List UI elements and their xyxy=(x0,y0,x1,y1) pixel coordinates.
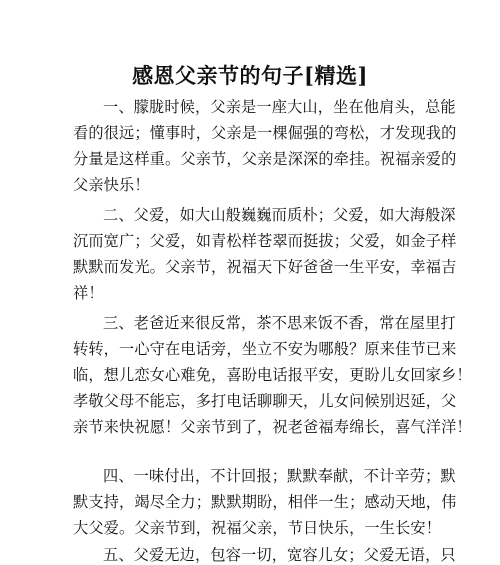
paragraph-2-line-2: 沉而宽广；父爱，如青松样苍翠而挺拔；父爱，如金子样 xyxy=(73,232,457,250)
paragraph-3-line-4: 孝敬父母不能忘，多打电话聊聊天，儿女问候别迟延，父 xyxy=(73,392,457,410)
paragraph-3-line-5: 亲节来快祝愿！父亲节到了，祝老爸福寿绵长，喜气洋洋！ xyxy=(73,418,472,436)
paragraph-4-line-2: 默支持，竭尽全力；默默期盼，相伴一生；感动天地，伟 xyxy=(73,493,457,511)
paragraph-4-line-3: 大父爱。父亲节到，祝福父亲，节日快乐，一生长安！ xyxy=(73,519,442,537)
paragraph-5-line-1: 五、父爱无边，包容一切，宽容儿女；父爱无语，只 xyxy=(103,546,456,564)
paragraph-1-line-3: 分量是这样重。父亲节，父亲是深深的牵挂。祝福亲爱的 xyxy=(73,150,457,168)
paragraph-1-line-4: 父亲快乐！ xyxy=(73,176,150,194)
paragraph-2-line-4: 祥！ xyxy=(73,284,104,302)
paragraph-1-line-1: 一、朦胧时候，父亲是一座大山，坐在他肩头，总能 xyxy=(103,98,456,116)
document-title: 感恩父亲节的句子[精选] xyxy=(132,63,368,88)
paragraph-2-line-1: 二、父爱，如大山般巍巍而质朴；父爱，如大海般深 xyxy=(103,206,456,224)
paragraph-3-line-1: 三、老爸近来很反常，茶不思来饭不香，常在屋里打 xyxy=(103,314,456,332)
paragraph-2-line-3: 默默而发光。父亲节，祝福天下好爸爸一生平安，幸福吉 xyxy=(73,258,457,276)
paragraph-1-line-2: 看的很远；懂事时，父亲是一棵倔强的弯松，才发现我的 xyxy=(73,124,457,142)
paragraph-3-line-3: 临，想儿恋女心难免，喜盼电话报平安，更盼儿女回家乡！ xyxy=(73,366,472,384)
paragraph-4-line-1: 四、一味付出，不计回报；默默奉献，不计辛劳；默 xyxy=(103,467,456,485)
paragraph-3-line-2: 转转，一心守在电话旁，坐立不安为哪般？原来佳节已来 xyxy=(73,340,457,358)
